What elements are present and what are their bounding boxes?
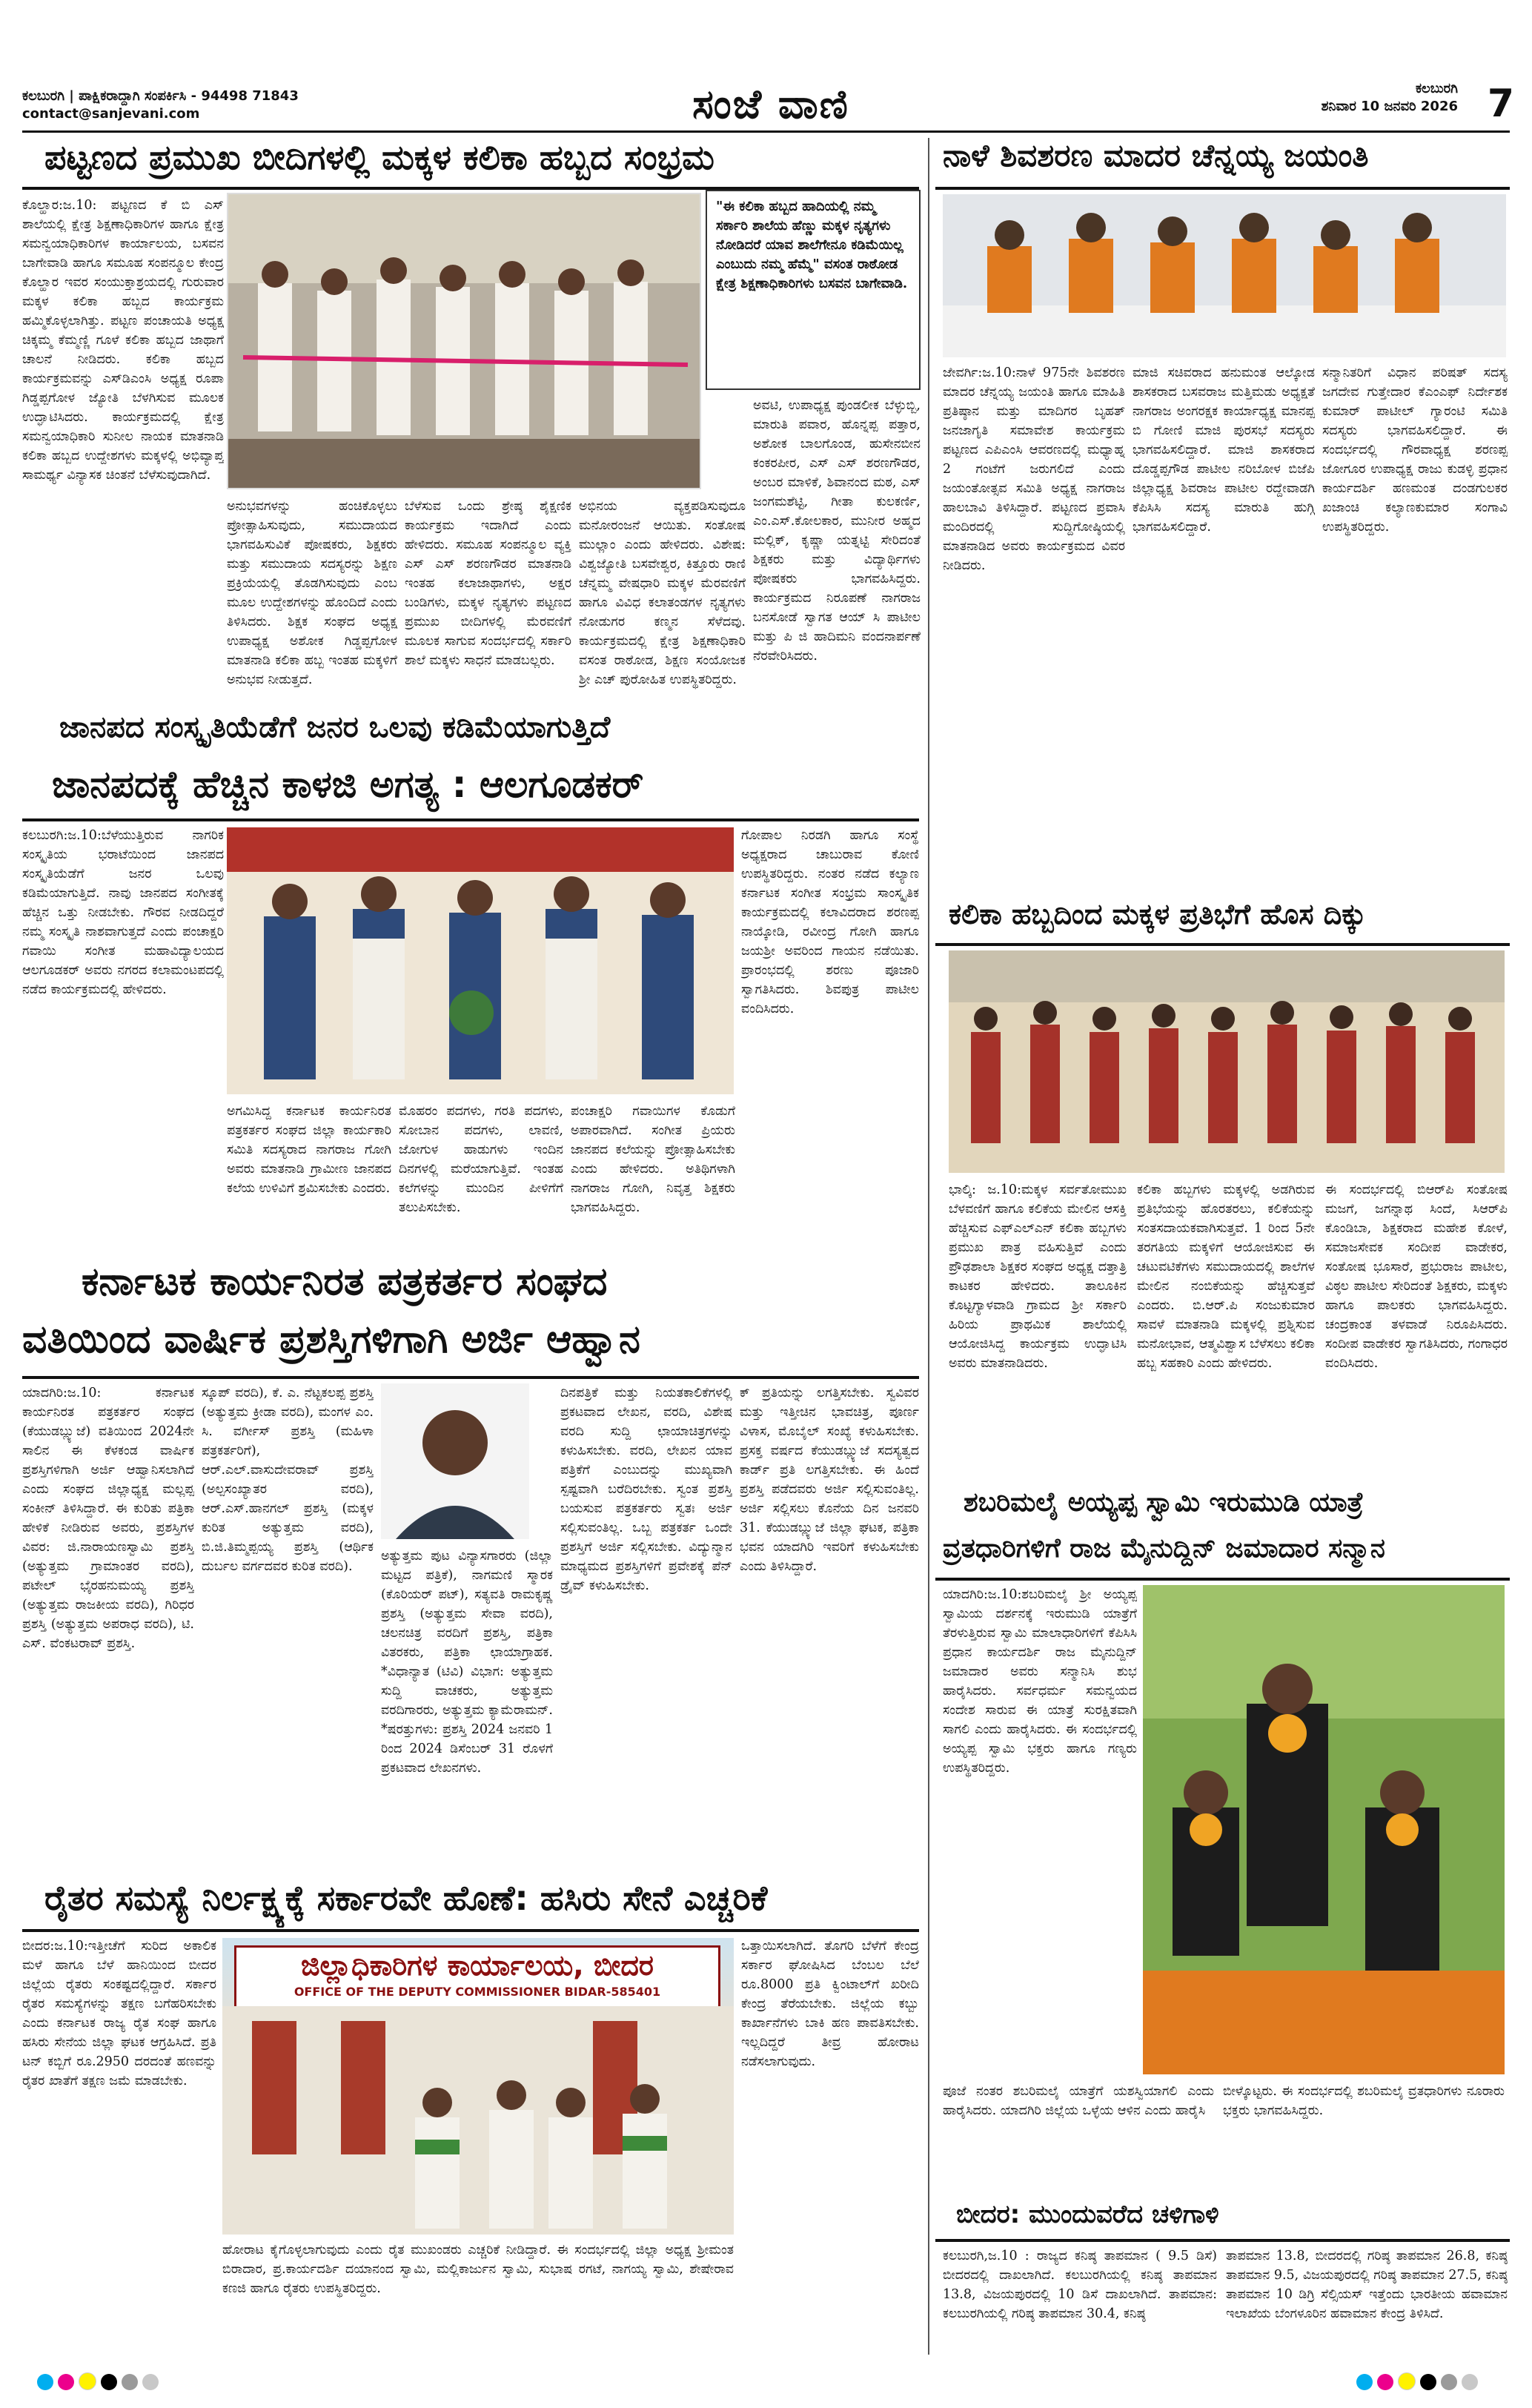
- story4-photo-art: [227, 827, 734, 1094]
- masthead-logo: [563, 74, 978, 133]
- story4-col5: ಗೋಪಾಲ ನಿರಡಗಿ ಹಾಗೂ ಸಂಸ್ಥೆ ಅಧ್ಯಕ್ಷರಾದ ಚಾಬುರಾವ ಕೋಣಿ ಉಪಸ್ಥಿತರಿದ್ದರು. ನಂತರ ನಡೆದ ಕಲ್ಯಾಣ ಕರ್ನಾಟಕ ಸಂಗೀತ ಸಂಭ್ರಮ ಸಾಂಸ್ಕೃತಿಕ ಕಾರ್ಯಕ್ರಮದಲ್ಲಿ ಕಲಾವಿದರಾದ ಶರಣಪ್ಪ ನಾಯ್ಕೋಡಿ, ರವೀಂದ್ರ ಗೋಗಿ ಹಾಗೂ ಜಯಶ್ರೀ ಅವರಿಂದ ಗಾಯನ ನಡೆಯಿತು. ಪ್ರಾರಂಭದಲ್ಲಿ ಶರಣು ಪೂಜಾರಿ ಸ್ವಾಗತಿಸಿದರು. ಶಿವಪುತ್ರ ಪಾಟೀಲ ವಂದಿಸಿದರು.: [741, 828, 919, 1016]
- cyan-dot: [1356, 2374, 1373, 2390]
- story2-col3: ಸನ್ಮಾನಿತರಿಗೆ ವಿಧಾನ ಪರಿಷತ್ ಸದಸ್ಯ ಜಗದೇವ ಗುತ್ತೇದಾರ ಕೆಎಂಎಫ್ ನಿರ್ದೇಶಕ ಕುಮಾರ್ ಪಾಟೀಲ್ ಗ್ಯಾರಂಟಿ ಸಮಿತಿ ಸದಸ್ಯರು ಭಾಗವಹಿಸಲಿದ್ದಾರೆ. ಈ ಸಂದರ್ಭದಲ್ಲಿ ಗೌರವಾಧ್ಯಕ್ಷ ಶರಣಪ್ಪ ಜೋಗೂರ ಉಪಾಧ್ಯಕ್ಷ ರಾಜು ಕುಡಳ್ಳಿ ಪ್ರಧಾನ ಕಾರ್ಯದರ್ಶಿ ಹಣಮಂತ ದಂಡಗುಲಕರ ಖಜಾಂಚಿ ಕಲ್ಯಾಣಕುಮಾರ ಸಂಗಾವಿ ಉಪಸ್ಥಿತರಿದ್ದರು.: [1322, 366, 1508, 535]
- story7-rule: [22, 1929, 919, 1932]
- header-email: contact@sanjevani.com: [22, 106, 200, 122]
- story6-col2: ಪೂಜೆ ನಂತರ ಶಬರಿಮಲೈ ಯಾತ್ರೆಗೆ ಯಶಸ್ವಿಯಾಗಲಿ ಎಂದು ಹಾರೈಸಿದರು. ಯಾದಗಿರಿ ಜಿಲ್ಲೆಯ ಒಳ್ಳೆಯ ಆಳಿನ ಎಂದು ಹಾರೈಸಿ: [943, 2084, 1214, 2118]
- story8-col1: ಕಲಬುರಗಿ,ಜ.10 : ರಾಜ್ಯದ ಕನಿಷ್ಠ ತಾಪಮಾನ ( 9.5 ಡಿಸೆ) ಬೀದರದಲ್ಲಿ ದಾಖಲಾಗಿದೆ. ಕಲಬುರಗಿಯಲ್ಲಿ ಕನಿಷ್ಠ ತಾಪಮಾನ 13.8, ವಿಜಯಪುರದಲ್ಲಿ 10 ಡಿಸೆ ದಾಖಲಾಗಿದೆ. ತಾಪಮಾನ: ಕಲಬುರಗಿಯಲ್ಲಿ ಗರಿಷ್ಠ ತಾಪಮಾನ 30.4, ಕನಿಷ್ಠ: [943, 2249, 1217, 2321]
- yellow-dot: [79, 2372, 96, 2390]
- story6-col1: ಯಾದಗಿರಿ:ಜ.10:ಶಬರಿಮಲೈ ಶ್ರೀ ಅಯ್ಯಪ್ಪ ಸ್ವಾಮಿಯ ದರ್ಶನಕ್ಕೆ ಇರುಮುಡಿ ಯಾತ್ರೆಗೆ ತೆರಳುತ್ತಿರುವ ಸ್ವಾಮಿ ಮಾಲಾಧಾರಿಗಳಿಗೆ ಕೆಪಿಸಿಸಿ ಪ್ರಧಾನ ಕಾರ್ಯದರ್ಶಿ ರಾಜ ಮೈನುದ್ದಿನ್ ಜಮಾದಾರ ಅವರು ಸನ್ಮಾನಿಸಿ ಶುಭ ಹಾರೈಸಿದರು. ಸರ್ವಧರ್ಮ ಸಮನ್ವಯದ ಸಂದೇಶ ಸಾರುವ ಈ ಯಾತ್ರೆ ಸುರಕ್ಷಿತವಾಗಿ ಸಾಗಲಿ ಎಂದು ಹಾರೈಸಿದರು. ಈ ಸಂದರ್ಭದಲ್ಲಿ ಅಯ್ಯಪ್ಪ ಸ್ವಾಮಿ ಭಕ್ತರು ಹಾಗೂ ಗಣ್ಯರು ಉಪಸ್ಥಿತರಿದ್ದರು.: [943, 1587, 1137, 1776]
- story6-headline-line2: ವ್ರತಧಾರಿಗಳಿಗೆ ರಾಜ ಮೈನುದ್ದಿನ್ ಜಮಾದಾರ ಸನ್ಮಾನ: [943, 1533, 1385, 1564]
- story1-photo-art: [228, 194, 701, 489]
- story1-col4: ಅಭಿನಯ ವ್ಯಕ್ತಪಡಿಸುವುದೂ ಮನೋರಂಜನೆ ಆಯಿತು. ಸಂತೋಷ ಮುಲ್ಲಾಂ ಎಂದು ಹೇಳಿದರು. ವಿಶೇಷ: ವಿಶ್ವಜ್ಯೋತಿ ಬಸವೇಶ್ವರ, ಕಿತ್ತೂರು ರಾಣಿ ಚೆನ್ನಮ್ಮ ವೇಷಧಾರಿ ಮಕ್ಕಳ ಮೆರವಣಿಗೆ ಹಾಗೂ ವಿವಿಧ ಕಲಾತಂಡಗಳ ನೃತ್ಯಗಳು ನೋಡುಗರ ಕಣ್ಮನ ಸೆಳೆದವು. ಕಾರ್ಯಕ್ರಮದಲ್ಲಿ ಕ್ಷೇತ್ರ ಶಿಕ್ಷಣಾಧಿಕಾರಿ ವಸಂತ ರಾಠೋಡ, ಶಿಕ್ಷಣ ಸಂಯೋಜಕ ಶ್ರೀ ಎಚ್ ಪುರೋಹಿತ ಉಪಸ್ಥಿತರಿದ್ದರು.: [579, 499, 746, 687]
- office-signboard: [234, 1945, 720, 2011]
- story3-col3: ಈ ಸಂದರ್ಭದಲ್ಲಿ ಬಿಆರ್‌ಪಿ ಸಂತೋಷ ಮಜಗೆ, ಜಗನ್ನಾಥ ಸಿಂದೆ, ಸಿಆರ್‌ಪಿ ಕೊಂಡಿಬಾ, ಶಿಕ್ಷಕರಾದ ಮಹೇಶ ಕೋಳೆ, ಸಮಾಜಸೇವಕ ಸಂದೀಪ ವಾಡೇಕರ, ಸಂತೋಷ ಭೂಸಾರೆ, ಪ್ರಭುರಾಜ ಪಾಟೀಲ, ವಿಠ್ಠಲ ಪಾಟೀಲ ಸೇರಿದಂತೆ ಶಿಕ್ಷಕರು, ಮಕ್ಕಳು ಹಾಗೂ ಪಾಲಕರು ಭಾಗವಹಿಸಿದ್ದರು. ಚಂದ್ರಕಾಂತ ತಳವಾಡೆ ನಿರೂಪಿಸಿದರು. ಸಂದೀಪ ವಾಡೇಕರ ಸ್ವಾಗತಿಸಿದರು, ಗಂಗಾಧರ ವಂದಿಸಿದರು.: [1325, 1182, 1508, 1371]
- story7-photo: [222, 1938, 734, 2235]
- magenta-dot: [1377, 2374, 1393, 2390]
- story2-photo: [943, 194, 1506, 357]
- story5-col2: ಸ್ಕೂಪ್ ವರದಿ), ಕೆ. ಎ. ನೆಟ್ಟಕಲಪ್ಪ ಪ್ರಶಸ್ತಿ (ಅತ್ಯುತ್ತಮ ಕ್ರೀಡಾ ವರದಿ), ಮಂಗಳ ಎಂ. ಸಿ. ವರ್ಗೀಸ್ ಪ್ರಶಸ್ತಿ (ಮಹಿಳಾ ಪತ್ರಕರ್ತರಿಗೆ), ಆರ್.ಎಲ್.ವಾಸುದೇವರಾವ್ ಪ್ರಶಸ್ತಿ (ಅಲ್ಪಸಂಖ್ಯಾತರ ವರದಿ), ಆರ್.ಎಸ್.ಹಾನಗಲ್ ಪ್ರಶಸ್ತಿ (ಮಕ್ಕಳ ಕುರಿತ ಅತ್ಯುತ್ತಮ ವರದಿ), ಬಿ.ಜಿ.ತಿಮ್ಮಪ್ಪಯ್ಯ ಪ್ರಶಸ್ತಿ (ಆರ್ಥಿಕ ದುರ್ಬಲ ವರ್ಗದವರ ಕುರಿತ ವರದಿ).: [202, 1386, 374, 1574]
- story5-headline-line2: ವತಿಯಿಂದ ವಾರ್ಷಿಕ ಪ್ರಶಸ್ತಿಗಳಿಗಾಗಿ ಅರ್ಜಿ ಆಹ್ವಾನ: [22, 1318, 640, 1362]
- header-city: ಕಲಬುರಗಿ: [1415, 81, 1458, 96]
- story3-headline: ಕಲಿಕಾ ಹಬ್ಬದಿಂದ ಮಕ್ಕಳ ಪ್ರತಿಭೆಗೆ ಹೊಸ ದಿಕ್ಕು: [949, 899, 1367, 930]
- story3-photo: [949, 950, 1505, 1173]
- gray-dot: [1441, 2374, 1457, 2390]
- person-portrait-icon: [381, 1383, 529, 1539]
- story2-headline: ನಾಳೆ ಶಿವಶರಣ ಮಾದರ ಚೆನ್ನಯ್ಯ ಜಯಂತಿ: [943, 138, 1369, 173]
- story4-headline: ಜಾನಪದಕ್ಕೆ ಹೆಚ್ಚಿನ ಕಾಳಜಿ ಅಗತ್ಯ : ಆಲಗೂಡಕರ್: [52, 764, 644, 806]
- story8-rule: [935, 2239, 1510, 2242]
- story4-col3: ಮೊಹರಂ ಪದಗಳು, ಗರತಿ ಪದಗಳು, ಸೋಬಾನ ಪದಗಳು, ಲಾವಣಿ, ಜೋಗುಳ ಹಾಡುಗಳು ಇಂದಿನ ದಿನಗಳಲ್ಲಿ ಮರೆಯಾಗುತ್ತಿವೆ. ಇಂತಹ ಕಲೆಗಳನ್ನು ಮುಂದಿನ ಪೀಳಿಗೆಗೆ ತಲುಪಿಸಬೇಕು.: [399, 1104, 563, 1215]
- story7-headline: ರೈತರ ಸಮಸ್ಯೆ ನಿರ್ಲಕ್ಷ್ಯಕ್ಕೆ ಸರ್ಕಾರವೇ ಹೊಣೆ: ಹಸಿರು ಸೇನೆ ಎಚ್ಚರಿಕೆ: [44, 1879, 768, 1918]
- story5-portrait-photo: [381, 1383, 529, 1539]
- story7-col3: ಹೋರಾಟ ಕೈಗೊಳ್ಳಲಾಗುವುದು ಎಂದು ರೈತ ಮುಖಂಡರು ಎಚ್ಚರಿಕೆ ನೀಡಿದ್ದಾರೆ. ಈ ಸಂದರ್ಭದಲ್ಲಿ ಜಿಲ್ಲಾ ಅಧ್ಯಕ್ಷ ಶ್ರೀಮಂತ ಬಿರಾದಾರ, ಪ್ರ.ಕಾರ್ಯದರ್ಶಿ ದಯಾನಂದ ಸ್ವಾಮಿ, ಮಲ್ಲಿಕಾರ್ಜುನ ಸ್ವಾಮಿ, ಸುಭಾಷ ರಗಟೆ, ನಾಗಯ್ಯ ಸ್ವಾಮಿ, ಶೇಷೇರಾವ ಕಣಜಿ ಹಾಗೂ ರೈತರು ಉಪಸ್ಥಿತರಿದ್ದರು.: [222, 2243, 734, 2296]
- story6-photo: [1143, 1585, 1505, 2074]
- story4-col4: ಪಂಚಾಕ್ಷರಿ ಗವಾಯಿಗಳ ಕೊಡುಗೆ ಅಪಾರವಾಗಿದೆ. ಸಂಗೀತ ಪ್ರಿಯರು ಜಾನಪದ ಕಲೆಯನ್ನು ಪ್ರೋತ್ಸಾಹಿಸಬೇಕು ಎಂದು ಹೇಳಿದರು. ಅತಿಥಿಗಳಾಗಿ ನಾಗರಾಜ ಗೋಗಿ, ನಿವೃತ್ತ ಶಿಕ್ಷಕರು ಭಾಗವಹಿಸಿದ್ದರು.: [571, 1104, 735, 1215]
- story1-col3: ಬೆಳೆಸುವ ಒಂದು ಶ್ರೇಷ್ಠ ಶೈಕ್ಷಣಿಕ ಕಾರ್ಯಕ್ರಮ ಇದಾಗಿದೆ ಎಂದು ಹೇಳಿದರು. ಸಮೂಹ ಸಂಪನ್ಮೂಲ ವ್ಯಕ್ತಿ ಎಸ್ ಎಸ್ ಶರಣಗೌಡರ ಮಾತನಾಡಿ ಇಂತಹ ಕಲಾಜಾಥಾಗಳು, ಅಕ್ಷರ ಬಂಡಿಗಳು, ಮಕ್ಕಳ ನೃತ್ಯಗಳು ಪಟ್ಟಣದ ಪ್ರಮುಖ ಬೀದಿಗಳಲ್ಲಿ ಮೆರವಣಿಗೆ ಮೂಲಕ ಸಾಗುವ ಸಂದರ್ಭದಲ್ಲಿ ಸರ್ಕಾರಿ ಶಾಲೆ ಮಕ್ಕಳು ಸಾಧನೆ ಮಾಡಬಲ್ಲರು.: [405, 499, 571, 668]
- story6-rule: [935, 1578, 1510, 1581]
- header-contact: [22, 87, 437, 123]
- story3-col2: ಕಲಿಕಾ ಹಬ್ಬಗಳು ಮಕ್ಕಳಲ್ಲಿ ಅಡಗಿರುವ ಪ್ರತಿಭೆಯನ್ನು ಹೊರತರಲು, ಕಲಿಕೆಯನ್ನು ಸಂತಸದಾಯಕವಾಗಿಸುತ್ತವೆ. 1 ರಿಂದ 5ನೇ ತರಗತಿಯ ಮಕ್ಕಳಿಗೆ ಆಯೋಜಿಸುವ ಈ ಚಟುವಟಿಕೆಗಳು ಸಮುದಾಯದಲ್ಲಿ ಶಾಲೆಗಳ ಮೇಲಿನ ನಂಬಿಕೆಯನ್ನು ಹೆಚ್ಚಿಸುತ್ತವೆ ಎಂದರು. ಬಿ.ಆರ್.ಪಿ ಸಂಜುಕುಮಾರ ಸಾವಳೆ ಮಾತನಾಡಿ ಮಕ್ಕಳಲ್ಲಿ ಪ್ರಶ್ನಿಸುವ ಮನೋಭಾವ, ಆತ್ಮವಿಶ್ವಾಸ ಬೆಳೆಸಲು ಕಲಿಕಾ ಹಬ್ಬ ಸಹಕಾರಿ ಎಂದು ಹೇಳಿದರು.: [1137, 1182, 1315, 1371]
- story2-col1: ಜೇವರ್ಗಿ:ಜ.10:ನಾಳೆ 975ನೇ ಶಿವಶರಣ ಮಾದರ ಚೆನ್ನಯ್ಯ ಜಯಂತಿ ಹಾಗೂ ಮಾಹಿತಿ ಪ್ರತಿಷ್ಠಾನ ಮತ್ತು ಮಾದಿಗರ ಬೃಹತ್ ಜನಜಾಗೃತಿ ಸಮಾವೇಶ ಕಾರ್ಯಕ್ರಮ ಪಟ್ಟಣದ ಎಪಿಎಂಸಿ ಆವರಣದಲ್ಲಿ ಮಧ್ಯಾಹ್ನ 2 ಗಂಟೆಗೆ ಜರುಗಲಿದೆ ಎಂದು ಜಯಂತೋತ್ಸವ ಸಮಿತಿ ಅಧ್ಯಕ್ಷ ನಾಗರಾಜ ಹಾಲಬಾವಿ ತಿಳಿಸಿದ್ದಾರೆ. ಪಟ್ಟಣದ ಪ್ರವಾಸಿ ಮಂದಿರದಲ್ಲಿ ಸುದ್ದಿಗೋಷ್ಠಿಯಲ್ಲಿ ಮಾತನಾಡಿದ ಅವರು ಕಾರ್ಯಕ್ರಮದ ವಿವರ ನೀಡಿದರು.: [943, 366, 1125, 573]
- page-number: 7: [1487, 82, 1514, 126]
- story1-col2: ಅನುಭವಗಳನ್ನು ಹಂಚಿಕೊಳ್ಳಲು ಪ್ರೋತ್ಸಾಹಿಸುವುದು, ಸಮುದಾಯದ ಭಾಗವಹಿಸುವಿಕೆ ಪೋಷಕರು, ಶಿಕ್ಷಕರು ಮತ್ತು ಸಮುದಾಯ ಸದಸ್ಯರನ್ನು ಶಿಕ್ಷಣ ಪ್ರಕ್ರಿಯೆಯಲ್ಲಿ ತೊಡಗಿಸುವುದು ಎಂಬ ಮೂಲ ಉದ್ದೇಶಗಳನ್ನು ಹೊಂದಿದೆ ಎಂದು ತಿಳಿಸಿದರು. ಶಿಕ್ಷಕ ಸಂಘದ ಅಧ್ಯಕ್ಷ ಉಪಾಧ್ಯಕ್ಷ ಅಶೋಕ ಗಿಡ್ಡಪ್ಪಗೋಳ ಮಾತನಾಡಿ ಕಲಿಕಾ ಹಬ್ಬ ಇಂತಹ ಮಕ್ಕಳಿಗೆ ಅನುಭವ ನೀಡುತ್ತದೆ.: [227, 499, 397, 687]
- lightgray-dot: [1462, 2374, 1478, 2390]
- story8-headline: ಬೀದರ: ಮುಂದುವರೆದ ಚಳಿಗಾಳಿ: [956, 2200, 1219, 2229]
- story4-rule: [22, 818, 919, 821]
- header-dateline: [1147, 80, 1458, 116]
- story5-col1: ಯಾದಗಿರಿ:ಜ.10: ಕರ್ನಾಟಕ ಕಾರ್ಯನಿರತ ಪತ್ರಕರ್ತರ ಸಂಘದ (ಕೆಯುಡಬ್ಲ್ಯುಜೆ) ವತಿಯಿಂದ 2024ನೇ ಸಾಲಿನ ಈ ಕೆಳಕಂಡ ವಾರ್ಷಿಕ ಪ್ರಶಸ್ತಿಗಳಿಗಾಗಿ ಅರ್ಜಿ ಆಹ್ವಾನಿಸಲಾಗಿದೆ ಎಂದು ಸಂಘದ ಜಿಲ್ಲಾಧ್ಯಕ್ಷ ಮಲ್ಲಪ್ಪ ಸಂಕೀನ್ ತಿಳಿಸಿದ್ದಾರೆ. ಈ ಕುರಿತು ಪತ್ರಿಕಾ ಹೇಳಿಕೆ ನೀಡಿರುವ ಅವರು, ಪ್ರಶಸ್ತಿಗಳ ವಿವರ: ಜಿ.ನಾರಾಯಣಸ್ವಾಮಿ ಪ್ರಶಸ್ತಿ (ಅತ್ಯುತ್ತಮ ಗ್ರಾಮಾಂತರ ವರದಿ), ಪಟೇಲ್ ಭೈರಹನುಮಯ್ಯ ಪ್ರಶಸ್ತಿ (ಅತ್ಯುತ್ತಮ ರಾಜಕೀಯ ವರದಿ), ಗಿರಿಧರ ಪ್ರಶಸ್ತಿ (ಅತ್ಯುತ್ತಮ ಅಪರಾಧ ವರದಿ), ಟಿ. ಎಸ್. ವೆಂಕಟರಾವ್ ಪ್ರಶಸ್ತಿ.: [22, 1386, 194, 1651]
- story8-col2: ತಾಪಮಾನ 13.8, ಬೀದರದಲ್ಲಿ ಗರಿಷ್ಠ ತಾಪಮಾನ 26.8, ಕನಿಷ್ಠ ತಾಪಮಾನ 9.5, ವಿಜಯಪುರದಲ್ಲಿ ಗರಿಷ್ಠ ತಾಪಮಾನ 27.5, ಕನಿಷ್ಠ ತಾಪಮಾನ 10 ಡಿಗ್ರಿ ಸೆಲ್ಸಿಯಸ್ ಇತ್ತೆಂದು ಭಾರತೀಯ ಹವಾಮಾನ ಇಲಾಖೆಯ ಬೆಂಗಳೂರಿನ ಹವಾಮಾನ ಕೇಂದ್ರ ತಿಳಿಸಿದೆ.: [1226, 2249, 1508, 2321]
- center-column-divider: [928, 138, 929, 2355]
- story6-headline-line1: ಶಬರಿಮಲೈ ಅಯ್ಯಪ್ಪ ಸ್ವಾಮಿ ಇರುಮುಡಿ ಯಾತ್ರೆ: [964, 1487, 1364, 1518]
- story6-col3: ಬೀಳ್ಕೊಟ್ಟರು. ಈ ಸಂದರ್ಭದಲ್ಲಿ ಶಬರಿಮಲೈ ವ್ರತಧಾರಿಗಳು ನೂರಾರು ಭಕ್ತರು ಭಾಗವಹಿಸಿದ್ದರು.: [1223, 2084, 1505, 2118]
- yellow-dot: [1398, 2372, 1416, 2390]
- story2-rule: [935, 187, 1510, 190]
- color-registration-left: [37, 2372, 185, 2395]
- signboard-kannada: ಜಿಲ್ಲಾಧಿಕಾರಿಗಳ ಕಾರ್ಯಾಲಯ, ಬೀದರ: [300, 1949, 654, 1982]
- black-dot: [1420, 2374, 1436, 2390]
- story7-photo-art: [222, 2006, 734, 2235]
- story5-rule: [22, 1376, 919, 1379]
- story7-col2: ಒತ್ತಾಯಿಸಲಾಗಿದೆ. ತೊಗರಿ ಬೆಳೆಗೆ ಕೇಂದ್ರ ಸರ್ಕಾರ ಘೋಷಿಸಿದ ಬೆಂಬಲ ಬೆಲೆ ರೂ.8000 ಪ್ರತಿ ಕ್ವಿಂಟಾಲ್‌ಗೆ ಖರೀದಿ ಕೇಂದ್ರ ತೆರೆಯಬೇಕು. ಜಿಲ್ಲೆಯ ಕಬ್ಬು ಕಾರ್ಖಾನೆಗಳು ಬಾಕಿ ಹಣ ಪಾವತಿಸಬೇಕು. ಇಲ್ಲದಿದ್ದರೆ ತೀವ್ರ ಹೋರಾಟ ನಡೆಸಲಾಗುವುದು.: [741, 1939, 919, 2069]
- story3-col1: ಭಾಲ್ಕಿ: ಜ.10:ಮಕ್ಕಳ ಸರ್ವತೋಮುಖ ಬೆಳವಣಿಗೆ ಹಾಗೂ ಕಲಿಕೆಯ ಮೇಲಿನ ಆಸಕ್ತಿ ಹೆಚ್ಚಿಸುವ ಎಫ್‌ಎಲ್‌ಎನ್ ಕಲಿಕಾ ಹಬ್ಬಗಳು ಪ್ರಮುಖ ಪಾತ್ರ ವಹಿಸುತ್ತಿವೆ ಎಂದು ಪ್ರೌಢಶಾಲಾ ಶಿಕ್ಷಕರ ಸಂಘದ ಅಧ್ಯಕ್ಷ ದತ್ತಾತ್ರಿ ಕಾಟಕರ ಹೇಳಿದರು. ತಾಲೂಕಿನ ಕೊಟ್ಟಗ್ಯಾಳವಾಡಿ ಗ್ರಾಮದ ಶ್ರೀ ಸರ್ಕಾರಿ ಹಿರಿಯ ಪ್ರಾಥಮಿಕ ಶಾಲೆಯಲ್ಲಿ ಆಯೋಜಿಸಿದ್ದ ಕಾರ್ಯಕ್ರಮ ಉದ್ಘಾಟಿಸಿ ಅವರು ಮಾತನಾಡಿದರು.: [949, 1182, 1127, 1371]
- header-rule: [22, 130, 1510, 133]
- story1-pull-quote: "ಈ ಕಲಿಕಾ ಹಬ್ಬದ ಹಾದಿಯಲ್ಲಿ ನಮ್ಮ ಸರ್ಕಾರಿ ಶಾಲೆಯ ಹೆಣ್ಣು ಮಕ್ಕಳ ನೃತ್ಯಗಳು ನೋಡಿದರೆ ಯಾವ ಶಾಲೆಗೇನೂ ಕಡಿಮೆಯಿಲ್ಲ ಎಂಬುದು ನಮ್ಮ ಹೆಮ್ಮೆ" ವಸಂತ ರಾಠೋಡ ಕ್ಷೇತ್ರ ಶಿಕ್ಷಣಾಧಿಕಾರಿಗಳು ಬಸವನ ಬಾಗೇವಾಡಿ.: [706, 190, 921, 390]
- header-city-phone: ಕಲಬುರಗಿ | ಪಾಕ್ಷಿಕರಾದ್ದಾಗಿ ಸಂಪರ್ಕಿಸಿ - 94498 71843: [22, 88, 299, 104]
- color-registration-right: [1356, 2372, 1512, 2395]
- story7-col1: ಬೀದರ:ಜ.10:ಇತ್ತೀಚೆಗೆ ಸುರಿದ ಅಕಾಲಿಕ ಮಳೆ ಹಾಗೂ ಬೆಳೆ ಹಾನಿಯಿಂದ ಬೀದರ ಜಿಲ್ಲೆಯ ರೈತರು ಸಂಕಷ್ಟದಲ್ಲಿದ್ದಾರೆ. ಸರ್ಕಾರ ರೈತರ ಸಮಸ್ಯೆಗಳನ್ನು ತಕ್ಷಣ ಬಗೆಹರಿಸಬೇಕು ಎಂದು ಕರ್ನಾಟಕ ರಾಜ್ಯ ರೈತ ಸಂಘ ಹಾಗೂ ಹಸಿರು ಸೇನೆಯ ಜಿಲ್ಲಾ ಘಟಕ ಆಗ್ರಹಿಸಿದೆ. ಪ್ರತಿ ಟನ್ ಕಬ್ಬಿಗೆ ರೂ.2950 ದರದಂತೆ ಹಣವನ್ನು ರೈತರ ಖಾತೆಗೆ ತಕ್ಷಣ ಜಮೆ ಮಾಡಬೇಕು.: [22, 1939, 216, 2088]
- story6-photo-art: [1143, 1585, 1505, 2074]
- story1-col1: ಕೊಲ್ಹಾರ:ಜ.10: ಪಟ್ಟಣದ ಕೆ ಬಿ ಎಸ್ ಶಾಲೆಯಲ್ಲಿ ಕ್ಷೇತ್ರ ಶಿಕ್ಷಣಾಧಿಕಾರಿಗಳ ಹಾಗೂ ಕ್ಷೇತ್ರ ಸಮನ್ವಯಾಧಿಕಾರಿಗಳ ಕಾರ್ಯಾಲಯ, ಬಸವನ ಬಾಗೇವಾಡಿ ಹಾಗೂ ಸಮೂಹ ಸಂಪನ್ಮೂಲ ಕೇಂದ್ರ ಕೊಲ್ಹಾರ ಇವರ ಸಂಯುಕ್ತಾಶ್ರಯದಲ್ಲಿ ಗುರುವಾರ ಮಕ್ಕಳ ಕಲಿಕಾ ಹಬ್ಬದ ಕಾರ್ಯಕ್ರಮ ಹಮ್ಮಿಕೊಳ್ಳಲಾಗಿತ್ತು. ಪಟ್ಟಣ ಪಂಚಾಯತಿ ಅಧ್ಯಕ್ಷ ಚಿಕ್ಕಮ್ಮ ಕೆಮ್ಮಣ್ಣಿ ಗೂಳೆ ಕಲಿಕಾ ಹಬ್ಬದ ಜಾಥಾಗೆ ಚಾಲನೆ ನೀಡಿದರು. ಕಲಿಕಾ ಹಬ್ಬದ ಕಾರ್ಯಕ್ರಮವನ್ನು ಎಸ್‌ಡಿಎಂಸಿ ಅಧ್ಯಕ್ಷ ರೂಪಾ ಗಿಡ್ಡಪ್ಪಗೋಳ ಜ್ಯೋತಿ ಬೆಳಗಿಸುವ ಮೂಲಕ ಉದ್ಘಾಟಿಸಿದರು. ಕಾರ್ಯಕ್ರಮದಲ್ಲಿ ಕ್ಷೇತ್ರ ಸಮನ್ವಯಾಧಿಕಾರಿ ಸುನೀಲ ನಾಯಕ ಮಾತನಾಡಿ ಕಲಿಕಾ ಹಬ್ಬದ ಉದ್ದೇಶಗಳು ಮಕ್ಕಳಲ್ಲಿ ಅಭಿವ್ಯಾಪ್ತ ಸಾಮರ್ಥ್ಯ ವಿನ್ಯಾಸಕ ಚಿಂತನೆ ಬೆಳೆಸುವುದಾಗಿದೆ.: [22, 198, 224, 483]
- story5-col4: ದಿನಪತ್ರಿಕೆ ಮತ್ತು ನಿಯತಕಾಲಿಕೆಗಳಲ್ಲಿ ಪ್ರಕಟವಾದ ಲೇಖನ, ವರದಿ, ವಿಶೇಷ ವರದಿ ಸುದ್ದಿ ಛಾಯಾಚಿತ್ರಗಳನ್ನು ಕಳುಹಿಸಬೇಕು. ವರದಿ, ಲೇಖನ ಯಾವ ಪತ್ರಿಕೆಗೆ ಎಂಬುದನ್ನು ಮುಖ್ಯವಾಗಿ ಸ್ಪಷ್ಟವಾಗಿ ಬರೆದಿರಬೇಕು. ಸ್ವಂತ ಪ್ರಶಸ್ತಿ ಬಯಸುವ ಪತ್ರಕರ್ತರು ಸ್ವತಃ ಅರ್ಜಿ ಸಲ್ಲಿಸುವಂತಿಲ್ಲ. ಒಬ್ಬ ಪತ್ರಕರ್ತ ಒಂದೇ ಪ್ರಶಸ್ತಿಗೆ ಅರ್ಜಿ ಸಲ್ಲಿಸಬೇಕು. ವಿದ್ಯುನ್ಮಾನ ಮಾಧ್ಯಮದ ಪ್ರಶಸ್ತಿಗಳಿಗೆ ಪ್ರವೇಶಕ್ಕೆ ಪೆನ್ ಡ್ರೈವ್ ಕಳುಹಿಸಬೇಕು.: [560, 1386, 732, 1593]
- signboard-english: OFFICE OF THE DEPUTY COMMISSIONER BIDAR-585401: [294, 1985, 661, 1999]
- story1-photo: [227, 193, 701, 489]
- story5-col5: ಕ್ ಪ್ರತಿಯನ್ನು ಲಗತ್ತಿಸಬೇಕು. ಸ್ವವಿವರ ಮತ್ತು ಇತ್ತೀಚಿನ ಭಾವಚಿತ್ರ, ಪೂರ್ಣ ವಿಳಾಸ, ಮೊಬೈಲ್ ಸಂಖ್ಯೆ ಕಳುಹಿಸಬೇಕು. ಪ್ರಸಕ್ತ ವರ್ಷದ ಕೆಯುಡಬ್ಲ್ಯುಜೆ ಸದಸ್ಯತ್ವದ ಕಾರ್ಡ್ ಪ್ರತಿ ಲಗತ್ತಿಸಬೇಕು. ಈ ಹಿಂದೆ ಪ್ರಶಸ್ತಿ ಪಡೆದವರು ಅರ್ಜಿ ಸಲ್ಲಿಸುವಂತಿಲ್ಲ. ಅರ್ಜಿ ಸಲ್ಲಿಸಲು ಕೊನೆಯ ದಿನ ಜನವರಿ 31. ಕೆಯುಡಬ್ಲ್ಯುಜೆ ಜಿಲ್ಲಾ ಘಟಕ, ಪತ್ರಿಕಾ ಭವನ ಯಾದಗಿರಿ ಇವರಿಗೆ ಕಳುಹಿಸಬೇಕು ಎಂದು ತಿಳಿಸಿದ್ದಾರೆ.: [740, 1386, 919, 1574]
- story2-photo-art: [943, 194, 1506, 357]
- black-dot: [101, 2374, 117, 2390]
- story3-rule: [935, 943, 1510, 946]
- gray-dot: [122, 2374, 138, 2390]
- lightgray-dot: [142, 2374, 159, 2390]
- header-date: ಶನಿವಾರ 10 ಜನವರಿ 2026: [1321, 99, 1458, 114]
- story4-kicker: ಜಾನಪದ ಸಂಸ್ಕೃತಿಯೆಡೆಗೆ ಜನರ ಒಲವು ಕಡಿಮೆಯಾಗುತ್ತಿದೆ: [59, 710, 611, 744]
- story1-headline: ಪಟ್ಟಣದ ಪ್ರಮುಖ ಬೀದಿಗಳಲ್ಲಿ ಮಕ್ಕಳ ಕಲಿಕಾ ಹಬ್ಬದ ಸಂಭ್ರಮ: [44, 138, 714, 177]
- masthead-title: ಸಂಜೆ ವಾಣಿ: [692, 80, 849, 128]
- story4-col1: ಕಲಬುರಗಿ:ಜ.10:ಬೆಳೆಯುತ್ತಿರುವ ನಾಗರಿಕ ಸಂಸ್ಕೃತಿಯ ಭರಾಟೆಯಿಂದ ಜಾನಪದ ಸಂಸ್ಕೃತಿಯೆಡೆಗೆ ಜನರ ಒಲವು ಕಡಿಮೆಯಾಗುತ್ತಿದೆ. ನಾವು ಜಾನಪದ ಸಂಗೀತಕ್ಕೆ ಹೆಚ್ಚಿನ ಒತ್ತು ನೀಡಬೇಕು. ಗೌರವ ನೀಡದಿದ್ದರೆ ನಮ್ಮ ಸಂಸ್ಕೃತಿ ನಾಶವಾಗುತ್ತದೆ ಎಂದು ಪಂಚಾಕ್ಷರಿ ಗವಾಯಿ ಸಂಗೀತ ಮಹಾವಿದ್ಯಾಲಯದ ಆಲಗೂಡಕರ್ ಅವರು ನಗರದ ಕಲಾಮಂಟಪದಲ್ಲಿ ನಡೆದ ಕಾರ್ಯಕ್ರಮದಲ್ಲಿ ಹೇಳಿದರು.: [22, 828, 224, 997]
- story4-photo: [227, 827, 734, 1094]
- cyan-dot: [37, 2374, 53, 2390]
- story5-headline-line1: ಕರ್ನಾಟಕ ಕಾರ್ಯನಿರತ ಪತ್ರಕರ್ತರ ಸಂಘದ: [82, 1260, 608, 1304]
- story2-col2: ಮಾಜಿ ಸಚಿವರಾದ ಹನುಮಂತ ಆಲ್ಕೋಡ ಶಾಸಕರಾದ ಬಸವರಾಜ ಮತ್ತಿಮಡು ಅಧ್ಯಕ್ಷತೆ ನಾಗರಾಜ ಅಂಗರಕ್ಷಕ ಕಾರ್ಯಾಧ್ಯಕ್ಷ ಮಾನಪ್ಪ ಬಿ ಗೋಣಿ ಮಾಜಿ ಪುರಸಭೆ ಸದಸ್ಯರು ಭಾಗವಹಿಸಲಿದ್ದಾರೆ. ಮಾಜಿ ಶಾಸಕರಾದ ದೊಡ್ಡಪ್ಪಗೌಡ ಪಾಟೀಲ ನರಿಬೋಳ ಬಿಜೆಪಿ ಜಿಲ್ಲಾಧ್ಯಕ್ಷ ಶಿವರಾಜ ಪಾಟೀಲ ರದ್ದೇವಾಡಗಿ ಕೆಪಿಸಿಸಿ ಸದಸ್ಯ ಮಾರುತಿ ಹುಗ್ಗಿ ಭಾಗವಹಿಸಲಿದ್ದಾರೆ.: [1133, 366, 1315, 535]
- story4-col2: ಅಗಮಿಸಿದ್ದ ಕರ್ನಾಟಕ ಕಾರ್ಯನಿರತ ಪತ್ರಕರ್ತರ ಸಂಘದ ಜಿಲ್ಲಾ ಕಾರ್ಯಕಾರಿ ಸಮಿತಿ ಸದಸ್ಯರಾದ ನಾಗರಾಜ ಗೋಗಿ ಅವರು ಮಾತನಾಡಿ ಗ್ರಾಮೀಣ ಜಾನಪದ ಕಲೆಯ ಉಳಿವಿಗೆ ಶ್ರಮಿಸಬೇಕು ಎಂದರು.: [227, 1104, 391, 1196]
- story5-col3: ಅತ್ಯುತ್ತಮ ಪುಟ ವಿನ್ಯಾಸಗಾರರು (ಜಿಲ್ಲಾ ಮಟ್ಟದ ಪತ್ರಿಕೆ), ನಾಗಮಣಿ ಸ್ಮಾರಕ (ಕೊರಿಯರ್ ಪಟ್), ಸತ್ಯವತಿ ರಾಮಕೃಷ್ಣ ಪ್ರಶಸ್ತಿ (ಅತ್ಯುತ್ತಮ ಸೇವಾ ವರದಿ), ಚಲನಚಿತ್ರ ವರದಿಗೆ ಪ್ರಶಸ್ತಿ, ಪತ್ರಿಕಾ ವಿತರಕರು, ಪತ್ರಿಕಾ ಛಾಯಾಗ್ರಾಹಕ. *ವಿಧಾನ್ಯಾತ (ಟಿವಿ) ವಿಭಾಗ: ಅತ್ಯುತ್ತಮ ಸುದ್ದಿ ವಾಚಕರು, ಅತ್ಯುತ್ತಮ ವರದಿಗಾರರು, ಅತ್ಯುತ್ತಮ ಕ್ಯಾಮೆರಾಮನ್. *ಷರತ್ತುಗಳು: ಪ್ರಶಸ್ತಿ 2024 ಜನವರಿ 1 ರಿಂದ 2024 ಡಿಸೆಂಬರ್ 31 ರೊಳಗೆ ಪ್ರಕಟವಾದ ಲೇಖನಗಳು.: [381, 1549, 553, 1776]
- magenta-dot: [58, 2374, 74, 2390]
- story1-col5: ಅವಟಿ, ಉಪಾಧ್ಯಕ್ಷ ಪುಂಡಲೀಕ ಬೆಳ್ಳುಬ್ಬಿ, ಮಾರುತಿ ಪವಾರ, ಹೊನ್ನಪ್ಪ ಪತ್ತಾರ, ಅಶೋಕ ಬಾಲಗೊಂಡ, ಹುಸೇನಬೀನ ಕಂಕರಪೀರ, ಎಸ್ ಎಸ್ ಶರಣಗೌಡರ, ಅಂಬರ ಮಾಳಿಕೆ, ಶಿವಾನಂದ ಮಠ, ಎಸ್ ಜಂಗಮಶೆಟ್ಟಿ, ಗೀತಾ ಕುಲಕರ್ಣಿ, ಎಂ.ಎಸ್.ಕೋಲಕಾರ, ಮುನೀರ ಅಹ್ಮದ ಮಲ್ಲಿಕ್, ಕೃಷ್ಣಾ ಯತ್ನಟ್ಟಿ ಸೇರಿದಂತೆ ಶಿಕ್ಷಕರು ಮತ್ತು ವಿದ್ಯಾರ್ಥಿಗಳು ಪೋಷಕರು ಭಾಗವಹಿಸಿದ್ದರು. ಕಾರ್ಯಕ್ರಮದ ನಿರೂಪಣೆ ನಾಗರಾಜ ಬನಸೋಡೆ ಸ್ವಾಗತ ಆಯ್ ಸಿ ಪಾಟೀಲ ಮತ್ತು ಪಿ ಜಿ ಹಾದಿಮನಿ ವಂದನಾರ್ಪಣೆ ನೆರವೇರಿಸಿದರು.: [753, 398, 921, 664]
- story3-photo-art: [949, 950, 1505, 1173]
